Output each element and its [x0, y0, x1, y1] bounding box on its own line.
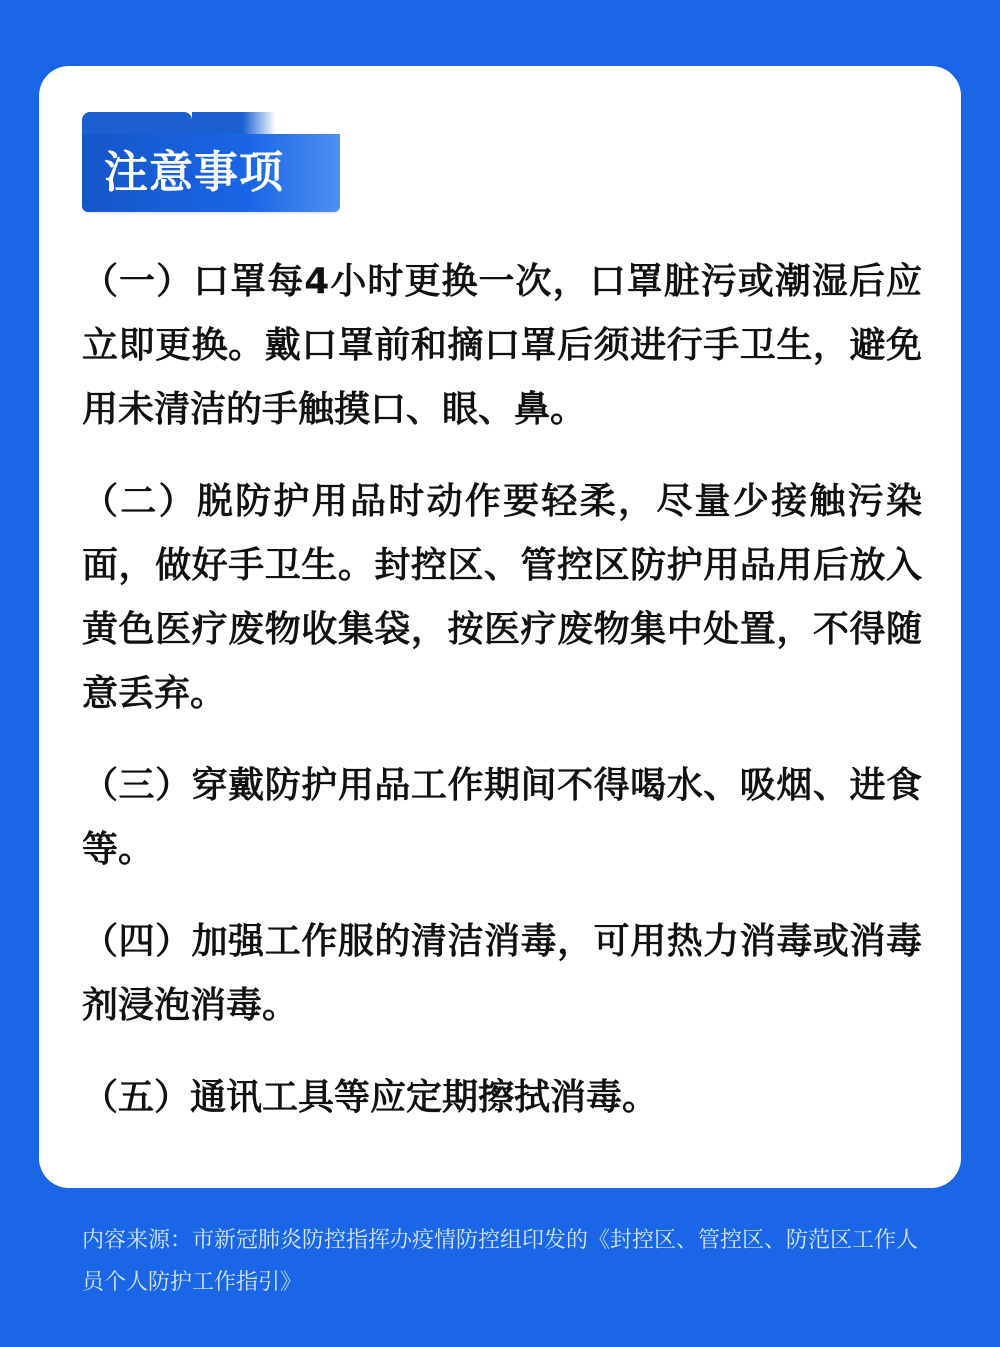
notice-item-1: （一）口罩每4小时更换一次，口罩脏污或潮湿后应立即更换。戴口罩前和摘口罩后须进行手卫生，避免用未清洁的手触摸口、眼、鼻。: [82, 261, 922, 430]
title-box: [82, 134, 340, 212]
notice-item-4: （四）加强工作服的清洁消毒，可用热力消毒或消毒剂浸泡消毒。: [82, 921, 922, 1026]
source-note: 内容来源：市新冠肺炎防控指挥办疫情防控组印发的《封控区、管控区、防范区工作人员个人防护工作指引》: [82, 1228, 919, 1295]
section-title-banner: [82, 112, 342, 212]
title-tab-decoration: [82, 112, 192, 136]
notice-list: [82, 250, 922, 1130]
notice-item-3: （三）穿戴防护用品工作期间不得喝水、吸烟、进食等。: [82, 765, 922, 870]
page-title: 注意事项: [104, 147, 284, 198]
notice-item-2: （二）脱防护用品时动作要轻柔，尽量少接触污染面，做好手卫生。封控区、管控区防护用品用后放入黄色医疗废物收集袋，按医疗废物集中处置，不得随意丢弃。: [82, 481, 922, 714]
notice-item-5: （五）通讯工具等应定期擦拭消毒。: [82, 1077, 659, 1118]
